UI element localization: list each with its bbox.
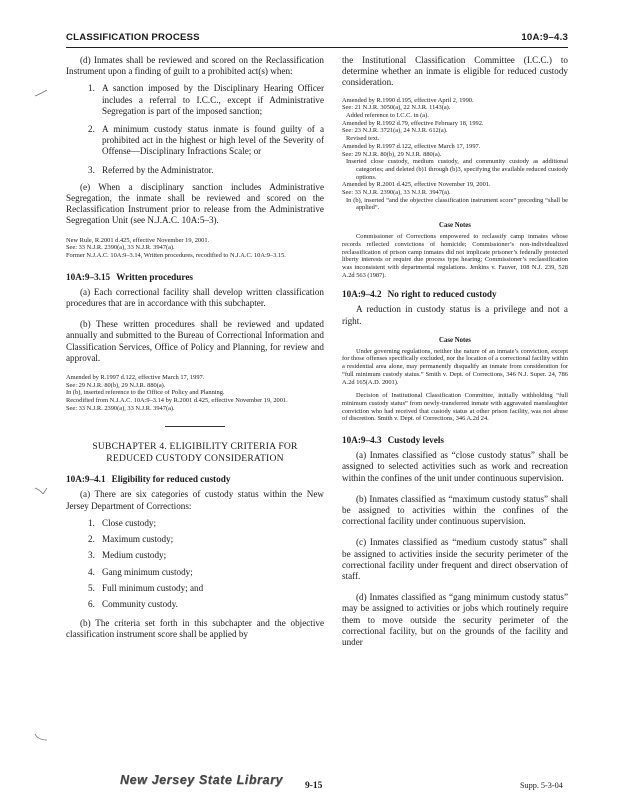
section-title: Eligibility for reduced custody — [111, 474, 231, 485]
list-item — [66, 518, 324, 529]
right-column — [342, 55, 568, 648]
section-4-3-c: (c) Inmates classified as “medium custody status” shall be assigned to activities inside the security perimeter of the correctional facility under frequent and direct observation of staff. — [342, 537, 568, 581]
list-item-text: Community custody. — [102, 598, 178, 609]
history-line: New Rule, R.2001 d.425, effective November 19, 2001. — [66, 236, 210, 244]
page-number: 9-15 — [305, 781, 323, 791]
section-3-15-a: (a) Each correctional facility shall develop written classification procedures that are in accordance with this subchapter. — [66, 286, 324, 308]
history-note-1 — [66, 237, 324, 260]
list-item-number: 3. — [88, 164, 95, 175]
section-title: Custody levels — [387, 435, 444, 446]
section-4-2-text: A reduction in custody status is a privilege and not a right. — [342, 304, 568, 326]
section-number: 10A:9–4.3 — [342, 435, 382, 446]
list-item-number: 1. — [88, 83, 95, 94]
history-line: See: 33 N.J.R. 2390(a), 33 N.J.R. 3947(a). — [342, 189, 451, 197]
history-line: Added reference to I.C.C. in (a). — [346, 112, 429, 120]
section-3-15-b: (b) These written procedures shall be reviewed and updated annually and submitted to the Bureau of Correctional Information and Classification Services, Office of Policy and Planning, for review and approval. — [66, 319, 324, 363]
list-item — [66, 124, 324, 158]
list-item-number: 5. — [88, 582, 95, 593]
section-heading-4-2 — [342, 289, 568, 300]
section-heading-4-1 — [66, 474, 324, 485]
supplement-date: Supp. 5-3-04 — [520, 781, 563, 790]
left-column — [66, 55, 324, 641]
section-4-3-b: (b) Inmates classified as “maximum custody status” shall be assigned to activities within the confines of the correctional facility under continuous supervision. — [342, 493, 568, 527]
history-line: Amended by R.1992 d.79, effective February 18, 1992. — [342, 119, 484, 127]
margin-mark-icon — [34, 88, 48, 98]
list-item-text: A minimum custody status inmate is found guilty of a prohibited act in the highest or high level of the Severity of Offense—Disciplinary Infractions Scale; or — [102, 124, 324, 157]
history-line: In (b), inserted “and the objective classification instrument score” preceding “shall be applied”. — [346, 196, 568, 212]
list-item-text: Gang minimum custody; — [102, 566, 193, 577]
section-number: 10A:9–3.15 — [66, 271, 111, 282]
list-item-text: Close custody; — [102, 517, 156, 528]
history-line: Amended by R.1990 d.195, effective April 2, 1990. — [342, 96, 474, 104]
section-heading-4-3 — [342, 435, 568, 446]
history-line: See: 33 N.J.R. 2390(a), 33 N.J.R. 3947(a). — [66, 244, 175, 252]
history-line: Former N.J.A.C. 10A:9–3.14, Written procedures, recodified to N.J.A.C. 10A:9–3.15. — [66, 252, 286, 260]
section-4-1-a: (a) There are six categories of custody status within the New Jersey Department of Corrections: — [66, 489, 324, 511]
header-section-number: 10A:9–4.3 — [521, 32, 568, 43]
history-line: Revised text. — [346, 135, 380, 143]
paragraph-d-list — [66, 83, 324, 175]
section-number: 10A:9–4.1 — [66, 474, 106, 485]
list-item — [66, 534, 324, 545]
history-line: Amended by R.2001 d.425, effective November 19, 2001. — [342, 181, 491, 189]
list-item — [66, 83, 324, 117]
history-line: In (b), inserted reference to the Office of Policy and Planning. — [66, 389, 225, 397]
case-note: Decision of Institutional Classification Committee, initially withholding “full minimum custody status” from newly-transferred inmate with aggravated manslaughter conviction who had received that custody status at other prison facility, was not abuse of discretion. Smith v. Dept. of Corrections, 346 A.2d 24. — [342, 392, 568, 423]
list-item — [66, 599, 324, 610]
history-line: See: 33 N.J.R. 2390(a), 33 N.J.R. 3947(a). — [66, 404, 175, 412]
list-item — [66, 567, 324, 578]
history-line: See: 29 N.J.R. 80(b), 29 N.J.R. 880(a). — [66, 381, 166, 389]
list-item-text: Referred by the Administrator. — [102, 164, 214, 175]
case-note: Commissioner of Corrections empowered to reclassify camp inmates whose records reflected convictions of homicide; Commissioner’s non-individualized reclassification of prison camp inmates did not implicate prisoner’s federally protected liberty interests or require due process type hearing; Commissioner’s reclassification was inconsistent with departmental regulations. Jenkins v. Fauver, 108 N.J. 239, 528 A.2d 563 (1987). — [342, 233, 568, 279]
paragraph-e: (e) When a disciplinary sanction includes Administrative Segregation, the inmate shall be reviewed and scored on the Reclassification Instrument prior to release from the Administrative Segregation Unit (see N.J.A.C. 10A:5–3). — [66, 181, 324, 226]
paragraph-d: (d) Inmates shall be reviewed and scored on the Reclassification Instrument upon a finding of guilt to a prohibited act(s) when: — [66, 55, 324, 77]
list-item-number: 1. — [88, 517, 95, 528]
header-chapter-title: CLASSIFICATION PROCESS — [66, 32, 200, 43]
list-item-text: Maximum custody; — [102, 534, 174, 545]
section-number: 10A:9–4.2 — [342, 289, 382, 300]
list-item-number: 2. — [88, 534, 95, 545]
list-item-text: A sanction imposed by the Disciplinary Hearing Officer includes a referral to I.C.C., except if Administrative Segregation is part of the imposed sanction; — [102, 83, 324, 116]
subchapter-title-line2: REDUCED CUSTODY CONSIDERATION — [106, 452, 284, 464]
history-line: See: 23 N.J.R. 3721(a), 24 N.J.R. 612(a). — [342, 127, 448, 135]
running-header — [66, 32, 568, 43]
case-notes-heading: Case Notes — [439, 336, 471, 344]
list-item-number: 3. — [88, 550, 95, 561]
list-item-number: 2. — [88, 124, 95, 135]
list-item-text: Full minimum custody; and — [102, 582, 204, 593]
header-rule — [66, 47, 568, 48]
section-4-3-d: (d) Inmates classified as “gang minimum custody status” may be assigned to activities or jobs which routinely require them to move outside the security perimeter of the correctional facility, but on the grounds of the facility and under — [342, 592, 568, 647]
case-note: Under governing regulations, neither the nature of an inmate’s conviction, except for those offenses specifically excluded, nor the location of a correctional facility within a residential area alone, may permanently disqualify an inmate from consideration for “full minimum custody status.” Smith v. Dept. of Corrections, 346 N.J. Super. 24, 786 A.2d 165(A.D. 2001). — [342, 347, 568, 386]
history-line: Recodified from N.J.A.C. 10A:9–3.14 by R.2001 d.425, effective November 19, 2001. — [66, 397, 288, 405]
list-item-number: 6. — [88, 598, 95, 609]
history-note-3 — [342, 97, 568, 213]
section-heading-3-15 — [66, 272, 324, 283]
custody-category-list — [66, 518, 324, 610]
section-4-1-b: (b) The criteria set forth in this subchapter and the objective classification instrument score shall be applied by — [66, 618, 324, 640]
history-line: Amended by R.1997 d.122, effective March 17, 1997. — [66, 373, 205, 381]
margin-mark-icon — [34, 732, 48, 742]
list-item-text: Medium custody; — [102, 550, 167, 561]
subchapter-title-line1: SUBCHAPTER 4. ELIGIBILITY CRITERIA FOR — [92, 441, 298, 453]
section-4-3-a: (a) Inmates classified as “close custody status” shall be assigned to selected activities such as work and recreation within the confines of the unit under continuous supervision. — [342, 450, 568, 483]
case-notes-heading: Case Notes — [439, 222, 471, 230]
history-line: Inserted close custody, medium custody, and community custody as additional categories; and deleted (b)1 through (b)3, specifying the available reduced custody options. — [346, 158, 568, 181]
margin-mark-icon — [34, 486, 48, 496]
continued-paragraph: the Institutional Classification Committee (I.C.C.) to determine whether an inmate is eligible for reduced custody consideration. — [342, 55, 568, 88]
list-item-number: 4. — [88, 566, 95, 577]
section-title: No right to reduced custody — [387, 289, 497, 300]
section-title: Written procedures — [116, 271, 193, 282]
history-line: See: 29 N.J.R. 80(b), 29 N.J.R. 880(a). — [342, 150, 442, 158]
history-line: Amended by R.1997 d.122, effective March 17, 1997. — [342, 142, 481, 150]
list-item — [66, 165, 324, 176]
library-watermark: New Jersey State Library — [120, 773, 284, 787]
list-item — [66, 583, 324, 594]
history-line: See: 21 N.J.R. 3050(a), 22 N.J.R. 1143(a). — [342, 104, 451, 112]
history-note-2 — [66, 374, 324, 413]
list-item — [66, 550, 324, 561]
